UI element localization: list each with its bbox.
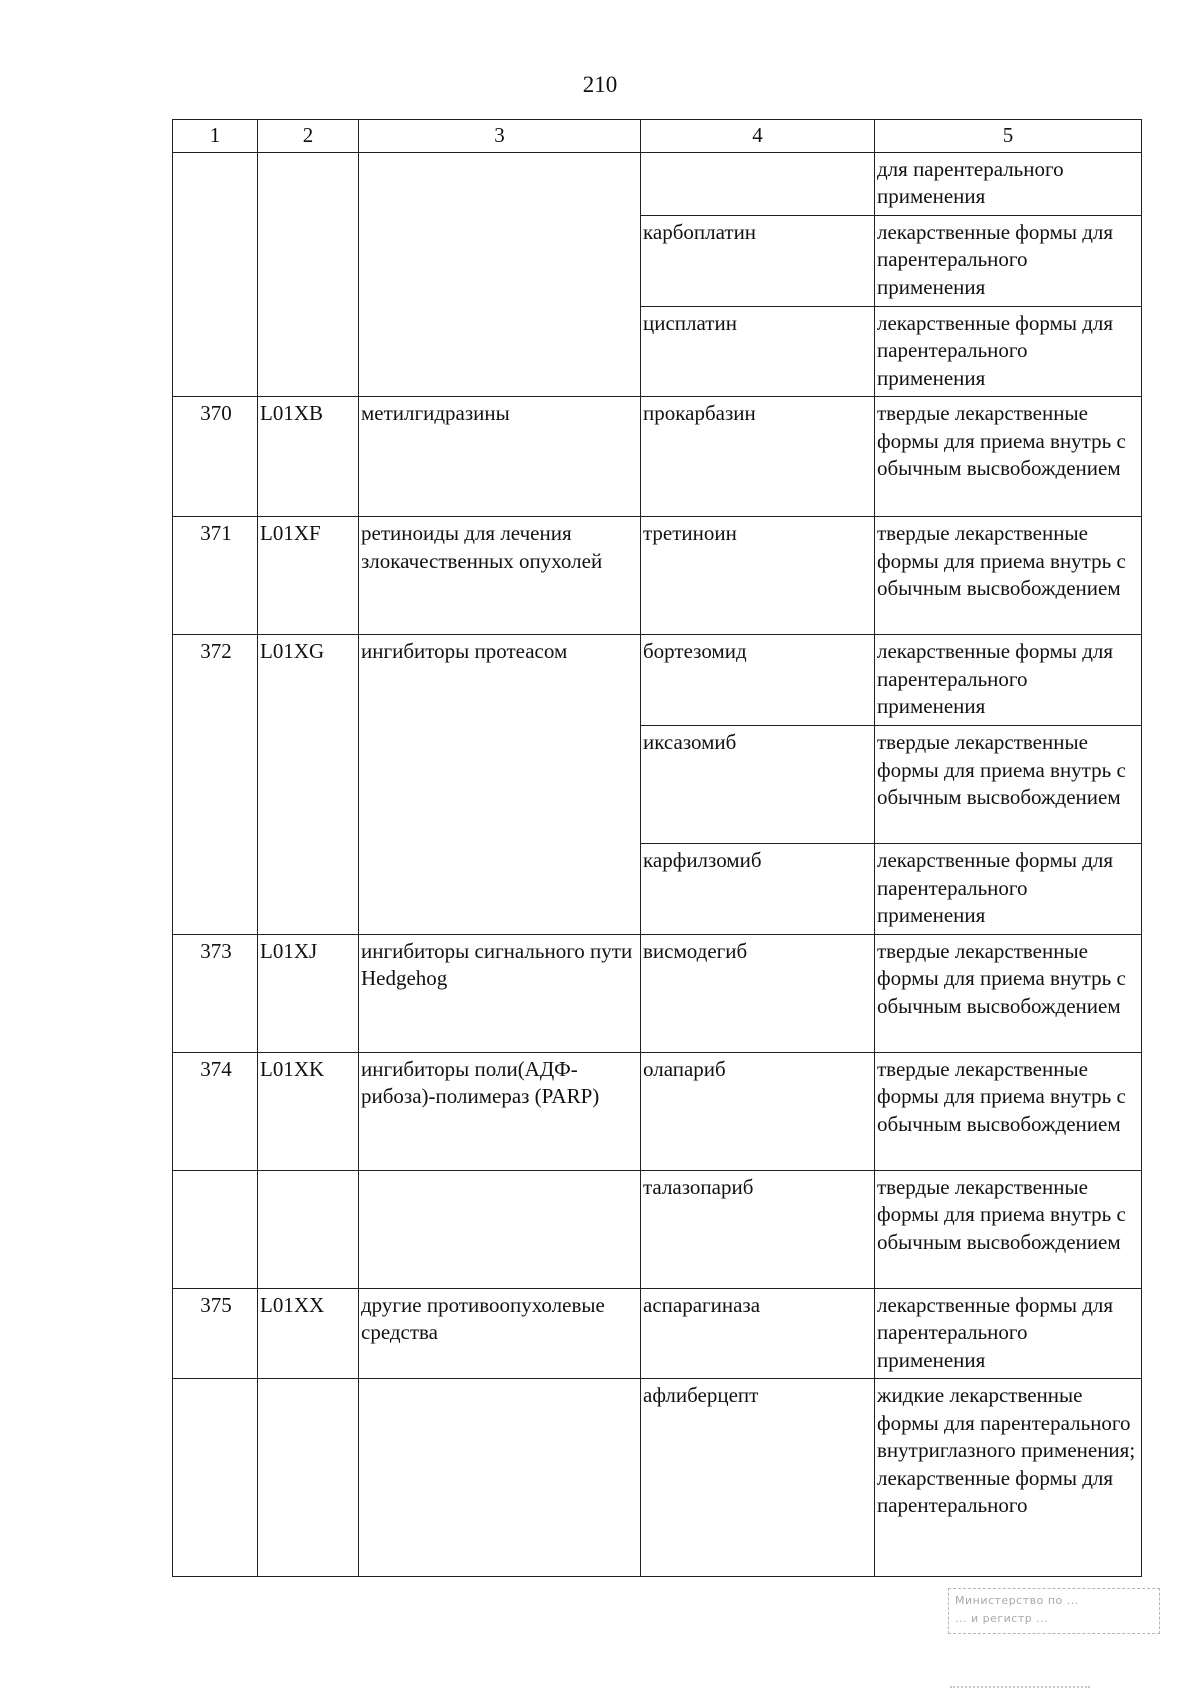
stamp-line: Министерство по ...: [955, 1594, 1079, 1607]
cell-group: ингибиторы протеасом: [359, 635, 641, 935]
cell-group: [359, 152, 641, 397]
cell-atc-code: L01XK: [258, 1052, 359, 1170]
cell-dosage-form: твердые лекарственные формы для приема внутрь с обычным высвобождением: [875, 1052, 1142, 1170]
cell-group: ингибиторы поли(АДФ-рибоза)-полимераз (PARP): [359, 1052, 641, 1170]
cell-drug: прокарбазин: [641, 397, 875, 517]
cell-atc-code: [258, 1379, 359, 1577]
cell-dosage-form: твердые лекарственные формы для приема внутрь с обычным высвобождением: [875, 1170, 1142, 1288]
cell-atc-code: L01XJ: [258, 934, 359, 1052]
cell-drug: бортезомид: [641, 635, 875, 726]
drug-table: [172, 119, 1142, 1577]
cell-dosage-form: лекарственные формы для парентерального применения: [875, 1288, 1142, 1379]
stamp-line: ... и регистр ...: [955, 1612, 1049, 1625]
cell-dosage-form: лекарственные формы для парентерального применения: [875, 844, 1142, 935]
column-header: 1: [173, 120, 258, 153]
table-row: [173, 1379, 1142, 1577]
table-row: [173, 397, 1142, 517]
cell-drug: карбоплатин: [641, 215, 875, 306]
table-header-row: [173, 120, 1142, 153]
cell-drug: афлиберцепт: [641, 1379, 875, 1577]
column-header: 3: [359, 120, 641, 153]
cell-dosage-form: твердые лекарственные формы для приема внутрь с обычным высвобождением: [875, 397, 1142, 517]
cell-drug: талазопариб: [641, 1170, 875, 1288]
column-header: 5: [875, 120, 1142, 153]
scan-noise: [950, 1686, 1090, 1690]
cell-drug: олапариб: [641, 1052, 875, 1170]
cell-dosage-form: твердые лекарственные формы для приема внутрь с обычным высвобождением: [875, 934, 1142, 1052]
cell-drug: [641, 152, 875, 215]
cell-number: 375: [173, 1288, 258, 1379]
cell-group: ингибиторы сигнального пути Hedgehog: [359, 934, 641, 1052]
cell-number: 372: [173, 635, 258, 935]
table-row: [173, 152, 1142, 215]
table-row: [173, 934, 1142, 1052]
cell-number: 370: [173, 397, 258, 517]
cell-group: ретиноиды для лечения злокачественных опухолей: [359, 517, 641, 635]
table-row: [173, 635, 1142, 726]
cell-atc-code: L01XF: [258, 517, 359, 635]
cell-drug: цисплатин: [641, 306, 875, 397]
cell-drug: третиноин: [641, 517, 875, 635]
cell-atc-code: L01XB: [258, 397, 359, 517]
cell-group: другие противоопухолевые средства: [359, 1288, 641, 1379]
cell-number: 373: [173, 934, 258, 1052]
cell-dosage-form: твердые лекарственные формы для приема внутрь с обычным высвобождением: [875, 726, 1142, 844]
cell-group: [359, 1379, 641, 1577]
cell-dosage-form: жидкие лекарственные формы для парентерального внутриглазного применения; лекарственные формы для парентерального: [875, 1379, 1142, 1577]
table-row: [173, 517, 1142, 635]
cell-number: [173, 1379, 258, 1577]
cell-drug: карфилзомиб: [641, 844, 875, 935]
cell-drug: аспарагиназа: [641, 1288, 875, 1379]
cell-group: [359, 1170, 641, 1288]
cell-number: [173, 152, 258, 397]
cell-dosage-form: для парентерального применения: [875, 152, 1142, 215]
cell-dosage-form: твердые лекарственные формы для приема внутрь с обычным высвобождением: [875, 517, 1142, 635]
cell-dosage-form: лекарственные формы для парентерального применения: [875, 306, 1142, 397]
table-row: [173, 1052, 1142, 1170]
cell-dosage-form: лекарственные формы для парентерального применения: [875, 215, 1142, 306]
page-number: 210: [582, 72, 618, 97]
registration-stamp: [948, 1588, 1160, 1634]
cell-number: 371: [173, 517, 258, 635]
cell-atc-code: [258, 152, 359, 397]
cell-dosage-form: лекарственные формы для парентерального применения: [875, 635, 1142, 726]
cell-drug: висмодегиб: [641, 934, 875, 1052]
cell-atc-code: L01XX: [258, 1288, 359, 1379]
cell-group: метилгидразины: [359, 397, 641, 517]
cell-atc-code: [258, 1170, 359, 1288]
cell-drug: иксазомиб: [641, 726, 875, 844]
column-header: 4: [641, 120, 875, 153]
cell-number: [173, 1170, 258, 1288]
table-row: [173, 1170, 1142, 1288]
table-row: [173, 1288, 1142, 1379]
column-header: 2: [258, 120, 359, 153]
cell-atc-code: L01XG: [258, 635, 359, 935]
cell-number: 374: [173, 1052, 258, 1170]
